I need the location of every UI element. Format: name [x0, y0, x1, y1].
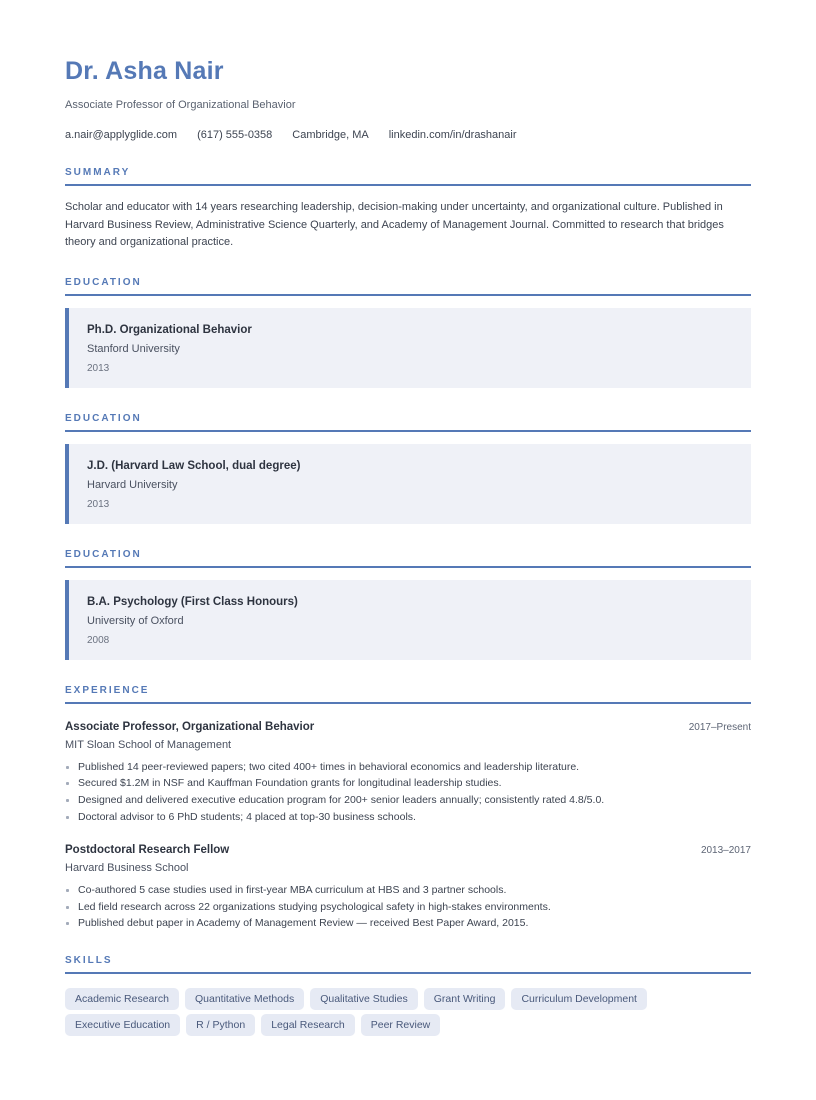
education-year: 2013 — [87, 498, 110, 510]
skill-tag: Academic Research — [65, 988, 179, 1010]
education-card — [65, 308, 751, 388]
job-bullet-item — [65, 794, 751, 807]
bullet-text: Published 14 peer-reviewed papers; two cited 400+ times in behavioral economics and leadership literature. — [78, 760, 580, 773]
education-sections — [65, 277, 751, 660]
contact-item: a.nair@applyglide.com — [65, 129, 178, 141]
job-bullet-item — [65, 917, 751, 930]
resume-header — [65, 57, 751, 142]
skill-tag: Qualitative Studies — [310, 988, 418, 1010]
job-entry — [65, 843, 751, 931]
education-card — [65, 444, 751, 524]
job-list — [65, 720, 751, 931]
summary-heading: SUMMARY — [65, 167, 751, 186]
job-bullet-item — [65, 884, 751, 897]
job-bullet-item — [65, 811, 751, 824]
education-degree: B.A. Psychology (First Class Honours) — [87, 595, 298, 608]
bullet-marker-icon — [66, 889, 69, 892]
education-section — [65, 277, 751, 388]
job-bullet-list — [65, 884, 751, 931]
education-degree: Ph.D. Organizational Behavior — [87, 323, 252, 336]
skill-tag-list — [65, 988, 751, 1036]
bullet-text: Designed and delivered executive education program for 200+ senior leaders annually; consistently rated 4.8/5.0. — [78, 793, 605, 806]
bullet-marker-icon — [66, 766, 69, 769]
education-section — [65, 549, 751, 660]
skill-tag: Quantitative Methods — [185, 988, 304, 1010]
education-year: 2013 — [87, 362, 110, 374]
job-bullet-item — [65, 777, 751, 790]
skill-tag: Legal Research — [261, 1014, 355, 1036]
contact-row — [65, 129, 751, 142]
experience-heading: EXPERIENCE — [65, 685, 751, 704]
education-year: 2008 — [87, 634, 110, 646]
skill-tag: Executive Education — [65, 1014, 180, 1036]
bullet-marker-icon — [66, 816, 69, 819]
bullet-text: Secured $1.2M in NSF and Kauffman Foundation grants for longitudinal leadership studies. — [78, 777, 502, 790]
skills-heading: SKILLS — [65, 955, 751, 974]
skill-tag: Curriculum Development — [511, 988, 647, 1010]
bullet-marker-icon — [66, 799, 69, 802]
education-heading: EDUCATION — [65, 549, 751, 568]
education-school: Stanford University — [87, 342, 180, 355]
contact-item: (617) 555-0358 — [197, 129, 273, 141]
summary-section — [65, 167, 751, 252]
job-header-row — [65, 720, 751, 734]
job-dates: 2017–Present — [688, 721, 751, 733]
bullet-text: Published debut paper in Academy of Management Review — received Best Paper Award, 2015. — [78, 917, 529, 930]
education-degree: J.D. (Harvard Law School, dual degree) — [87, 459, 301, 472]
candidate-title: Associate Professor of Organizational Behavior — [65, 99, 296, 111]
contact-item: linkedin.com/in/drashanair — [388, 129, 517, 141]
education-heading: EDUCATION — [65, 413, 751, 432]
bullet-text: Co-authored 5 case studies used in first-year MBA curriculum at HBS and 3 partner schools. — [78, 883, 507, 896]
job-bullet-item — [65, 901, 751, 914]
bullet-text: Doctoral advisor to 6 PhD students; 4 placed at top-30 business schools. — [78, 810, 416, 823]
job-dates: 2013–2017 — [700, 844, 751, 856]
contact-item: Cambridge, MA — [292, 129, 369, 141]
bullet-marker-icon — [66, 922, 69, 925]
candidate-name: Dr. Asha Nair — [65, 57, 224, 85]
bullet-marker-icon — [66, 782, 69, 785]
education-heading: EDUCATION — [65, 277, 751, 296]
job-company: MIT Sloan School of Management — [65, 738, 232, 751]
skills-section — [65, 955, 751, 1036]
experience-section — [65, 685, 751, 931]
skill-tag: Peer Review — [361, 1014, 441, 1036]
bullet-marker-icon — [66, 906, 69, 909]
job-header-row — [65, 843, 751, 857]
skill-tag: R / Python — [186, 1014, 255, 1036]
job-bullet-list — [65, 761, 751, 824]
job-title: Associate Professor, Organizational Behavior — [65, 720, 315, 733]
education-section — [65, 413, 751, 524]
education-school: University of Oxford — [87, 614, 184, 627]
skill-tag: Grant Writing — [424, 988, 506, 1010]
summary-text: Scholar and educator with 14 years researching leadership, decision-making under uncertainty, and organizational culture. Published in Harvard Business Review, Administrative Science Quarterly, and Academy of Management Journal. Committed to research that bridges theory and organizational practice. — [65, 201, 724, 248]
education-school: Harvard University — [87, 478, 178, 491]
job-company: Harvard Business School — [65, 861, 189, 874]
job-title: Postdoctoral Research Fellow — [65, 843, 230, 856]
education-card — [65, 580, 751, 660]
bullet-text: Led field research across 22 organizations studying psychological safety in high-stakes environments. — [78, 900, 551, 913]
job-entry — [65, 720, 751, 824]
job-bullet-item — [65, 761, 751, 774]
